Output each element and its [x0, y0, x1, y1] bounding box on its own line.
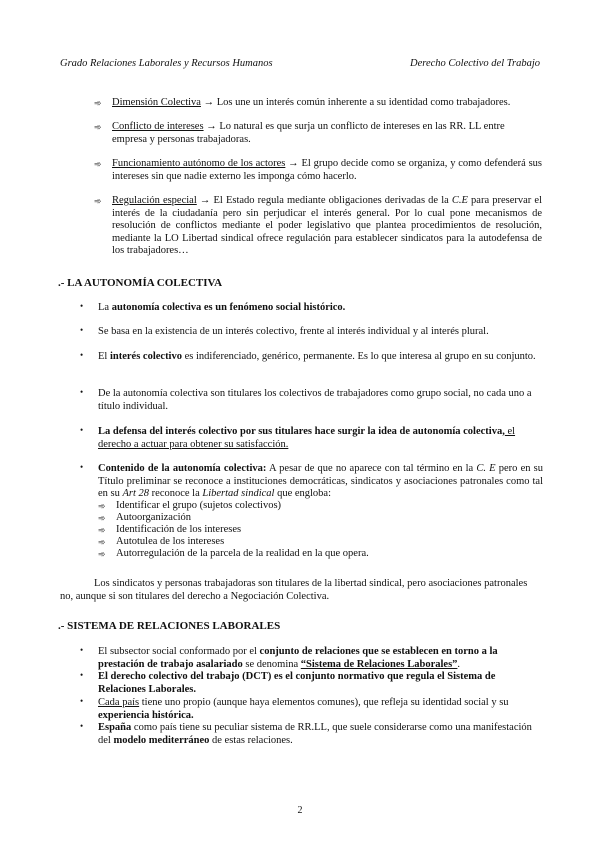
text-bold: La defensa del interés colectivo por sus titulares hace surgir la idea de autonomía colectiva, — [98, 426, 505, 437]
bullet-icon: • — [80, 645, 84, 655]
arrow-icon: → — [199, 195, 211, 206]
concept-conflicto — [112, 121, 542, 146]
concept-term: Dimensión Colectiva — [112, 97, 201, 108]
sublist-item: Autotulea de los intereses — [116, 536, 225, 547]
bullet-icon: • — [80, 425, 84, 435]
page-number: 2 — [297, 805, 303, 816]
text: pero en su Título preliminar se reconoce a instituciones democráticas, sindicatos y asociaciones patronales como tal en su — [98, 463, 544, 499]
text: se denomina — [242, 658, 301, 670]
s2-bullet-1 — [98, 646, 543, 671]
bullet-icon: • — [80, 387, 84, 397]
arrow-icon: → — [206, 121, 217, 132]
sublist-item: Autorregulación de la parcela de la realidad en la que opera. — [116, 548, 369, 559]
text-bold: modelo mediterráneo — [113, 734, 210, 746]
s1-bullet-3 — [98, 351, 543, 364]
text-italic: Art 28 — [122, 488, 150, 499]
bullet-icon: • — [80, 325, 84, 335]
arrow-marker-icon: ➾ — [98, 501, 106, 511]
concept-term: Conflicto de intereses — [112, 121, 204, 132]
concept-funcionamiento — [112, 158, 542, 183]
header-left: Grado Relaciones Laborales y Recursos Humanos — [60, 58, 273, 69]
text-bold: autonomía colectiva es un fenómeno social histórico. — [111, 302, 346, 313]
concept-text: El grupo decide como se organiza, y como defenderá sus intereses sin que nadie externo les imponga cómo hacerlo. — [112, 158, 542, 182]
sublist-item: Identificación de los intereses — [116, 524, 242, 535]
text-bold: interés colectivo — [109, 351, 182, 362]
arrow-marker-icon: ➾ — [94, 98, 102, 108]
concept-term: Regulación especial — [112, 195, 197, 206]
text: tiene uno propio (aunque haya elementos comunes), que refleja su identidad social y su — [139, 697, 509, 708]
s2-bullet-3 — [98, 697, 543, 722]
concept-dimension — [112, 97, 542, 110]
bullet-icon: • — [80, 350, 84, 360]
s1-bullet-5 — [98, 426, 543, 451]
text: que engloba: — [274, 488, 332, 499]
sublist-item: Autoorganización — [116, 512, 192, 523]
s1-bullet-1 — [98, 302, 543, 315]
concept-term: Funcionamiento autónomo de los actores — [112, 158, 286, 169]
text: es indiferenciado, genérico, permanente. Es lo que interesa al grupo en su conjunto. — [181, 351, 536, 362]
arrow-marker-icon: ➾ — [98, 549, 106, 559]
text-bold: conjunto de relaciones que se establecen en torno a la prestación de trabajo asalariado — [98, 646, 498, 670]
concept-text: El Estado regula mediante obligaciones derivadas de la — [210, 195, 452, 206]
s2-bullet-2 — [98, 671, 543, 696]
text-bold-underline: “Sistema de Relaciones Laborales” — [300, 658, 458, 670]
bullet-icon: • — [80, 462, 84, 472]
text: El — [98, 351, 110, 362]
s1-bullet-4: De la autonomía colectiva son titulares los colectivos de trabajadores como grupo social, no cada uno a título individual. — [98, 388, 532, 412]
text-bold: Contenido de la autonomía colectiva: — [98, 463, 267, 474]
header-right: Derecho Colectivo del Trabajo — [410, 58, 540, 69]
concept-text: Lo natural es que surja un conflicto de intereses en las RR. LL entre empresa y personas trabajadoras. — [112, 121, 505, 145]
concept-ce: C.E — [451, 195, 468, 206]
s1-bullet-6 — [98, 463, 543, 501]
sublist-item: Identificar el grupo (sujetos colectivos) — [116, 500, 282, 511]
arrow-marker-icon: ➾ — [94, 159, 102, 169]
arrow-marker-icon: ➾ — [98, 525, 106, 535]
s1-closing-paragraph: Los sindicatos y personas trabajadoras son titulares de la libertad sindical, pero asociaciones patronales no, aunque si son titulares del derecho a Negociación Colectiva. — [60, 578, 528, 602]
s2-bullet-4 — [98, 722, 543, 747]
text: como país tiene su peculiar sistema de RR.LL, que suele considerarse como una manifestación del — [98, 722, 532, 746]
text-bold: El derecho colectivo del trabajo (DCT) es el conjunto normativo que regula el Sistema de Relaciones Laborales. — [98, 671, 496, 695]
arrow-marker-icon: ➾ — [98, 513, 106, 523]
arrow-marker-icon: ➾ — [94, 196, 102, 206]
bullet-icon: • — [80, 696, 84, 706]
concept-text: para preservar el interés de la ciudadanía pero sin perjudicar el interés general. Por lo cual pone mecanismos de resolución de conflictos mediante el poder legislativo que plantea procedimientos de resolución, mediante la LO Libertad sindical ofrece regulación para establecer sindicatos para la autodefensa de los trabajadores… — [112, 195, 543, 256]
text: El subsector social conformado por el — [98, 646, 260, 657]
bullet-icon: • — [80, 670, 84, 680]
text-underline: el derecho a actuar para obtener su satisfacción. — [98, 426, 516, 450]
text-italic: C. E — [476, 463, 496, 474]
text: de estas relaciones. — [209, 734, 293, 746]
concept-regulacion — [112, 195, 542, 258]
arrow-icon: → — [203, 97, 215, 108]
arrow-marker-icon: ➾ — [94, 122, 102, 132]
text: reconoce la — [149, 488, 203, 499]
section-title-autonomia: .- LA AUTONOMÍA COLECTIVA — [58, 277, 223, 289]
arrow-icon: → — [288, 158, 299, 169]
arrow-marker-icon: ➾ — [98, 537, 106, 547]
bullet-icon: • — [80, 721, 84, 731]
text: . — [457, 658, 461, 670]
text: A pesar de que no aparece con tal término en la — [266, 463, 477, 474]
s1-bullet-2: Se basa en la existencia de un interés colectivo, frente al interés individual y al interés plural. — [98, 326, 489, 337]
text: La — [98, 302, 112, 313]
concept-text: Los une un interés común inherente a su identidad como trabajadores. — [214, 97, 511, 108]
section-title-sistema: .- SISTEMA DE RELACIONES LABORALES — [58, 620, 281, 632]
bullet-icon: • — [80, 301, 84, 311]
text-bold: España — [98, 722, 132, 733]
text-underline: Cada país — [98, 697, 140, 708]
text-italic: Libertad sindical — [202, 488, 275, 499]
text-bold: experiencia histórica. — [98, 709, 194, 721]
